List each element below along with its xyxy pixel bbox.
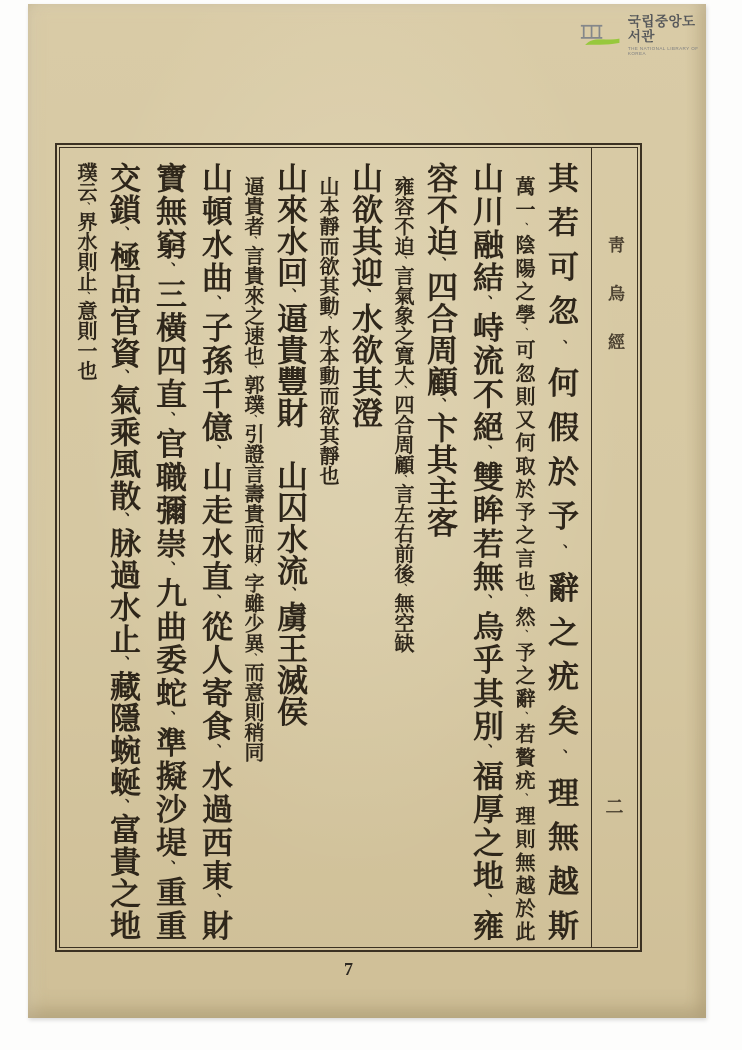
library-name-korean: 국립중앙도서관 [627,14,696,44]
book-title: 靑烏經 [605,236,624,382]
main-text-column: 山欲其迎、水欲其澄 [347,162,382,429]
printed-page-number: 7 [344,959,353,979]
annotation-column: 山本靜而欲其動、水本動而欲其靜也 [316,176,338,486]
library-logo [578,14,706,56]
annotation-column: 璞云、界水則止、意則一也 [74,162,96,381]
annotation-column: 雍容不迫、言氣象之寬大、四合周顧、言左右前後、無空缺 [391,176,413,653]
main-text-column: 容不迫、四合周顧、卞其主客 [422,162,457,539]
national-library-logo-icon [578,18,621,52]
green-swoosh-shape [585,39,619,45]
main-text-column: 山來水回、逼貴豐財 山囚水流、虜王滅侯 [272,162,307,728]
page-border-inner-rule [59,147,638,948]
main-text-column: 山頓水曲、子孫千億、山走水直、從人寄食、水過西東、財 [197,162,232,942]
main-text-column: 其若可忽、何假於予、辭之疣矣、理無越斯 [543,162,578,942]
scanned-book-page [28,4,706,1018]
library-logo-text [628,14,706,56]
library-building-glyph [581,26,602,38]
annotation-column: 逼貴者、言貴來之速也、郭璞、引證言壽貴而財、字雖少異、而意則稍同 [241,176,263,763]
folio-number: 二 [605,797,624,817]
text-block [66,162,583,941]
main-text-column: 山川融結、峙流不絕、雙眸若無、烏乎其別、福厚之地、雍 [468,162,503,942]
page-border-frame [55,143,642,952]
margin-strip [591,148,637,947]
main-text-column: 交鎖、極品官資、氣乘風散、脉過水止、藏隱蜿蜒、富貴之地 [105,162,140,942]
library-name-english: THE NATIONAL LIBRARY OF KOREA [627,46,699,56]
annotation-column: 萬一、陰陽之學、可忽則又何取於予之言也、然、予之辭、若贅疣、理則無越於此 [512,176,534,942]
main-text-column: 寶無窮、三橫四直、官職彌崇、九曲委蛇、準擬沙堤、重重 [151,162,186,942]
